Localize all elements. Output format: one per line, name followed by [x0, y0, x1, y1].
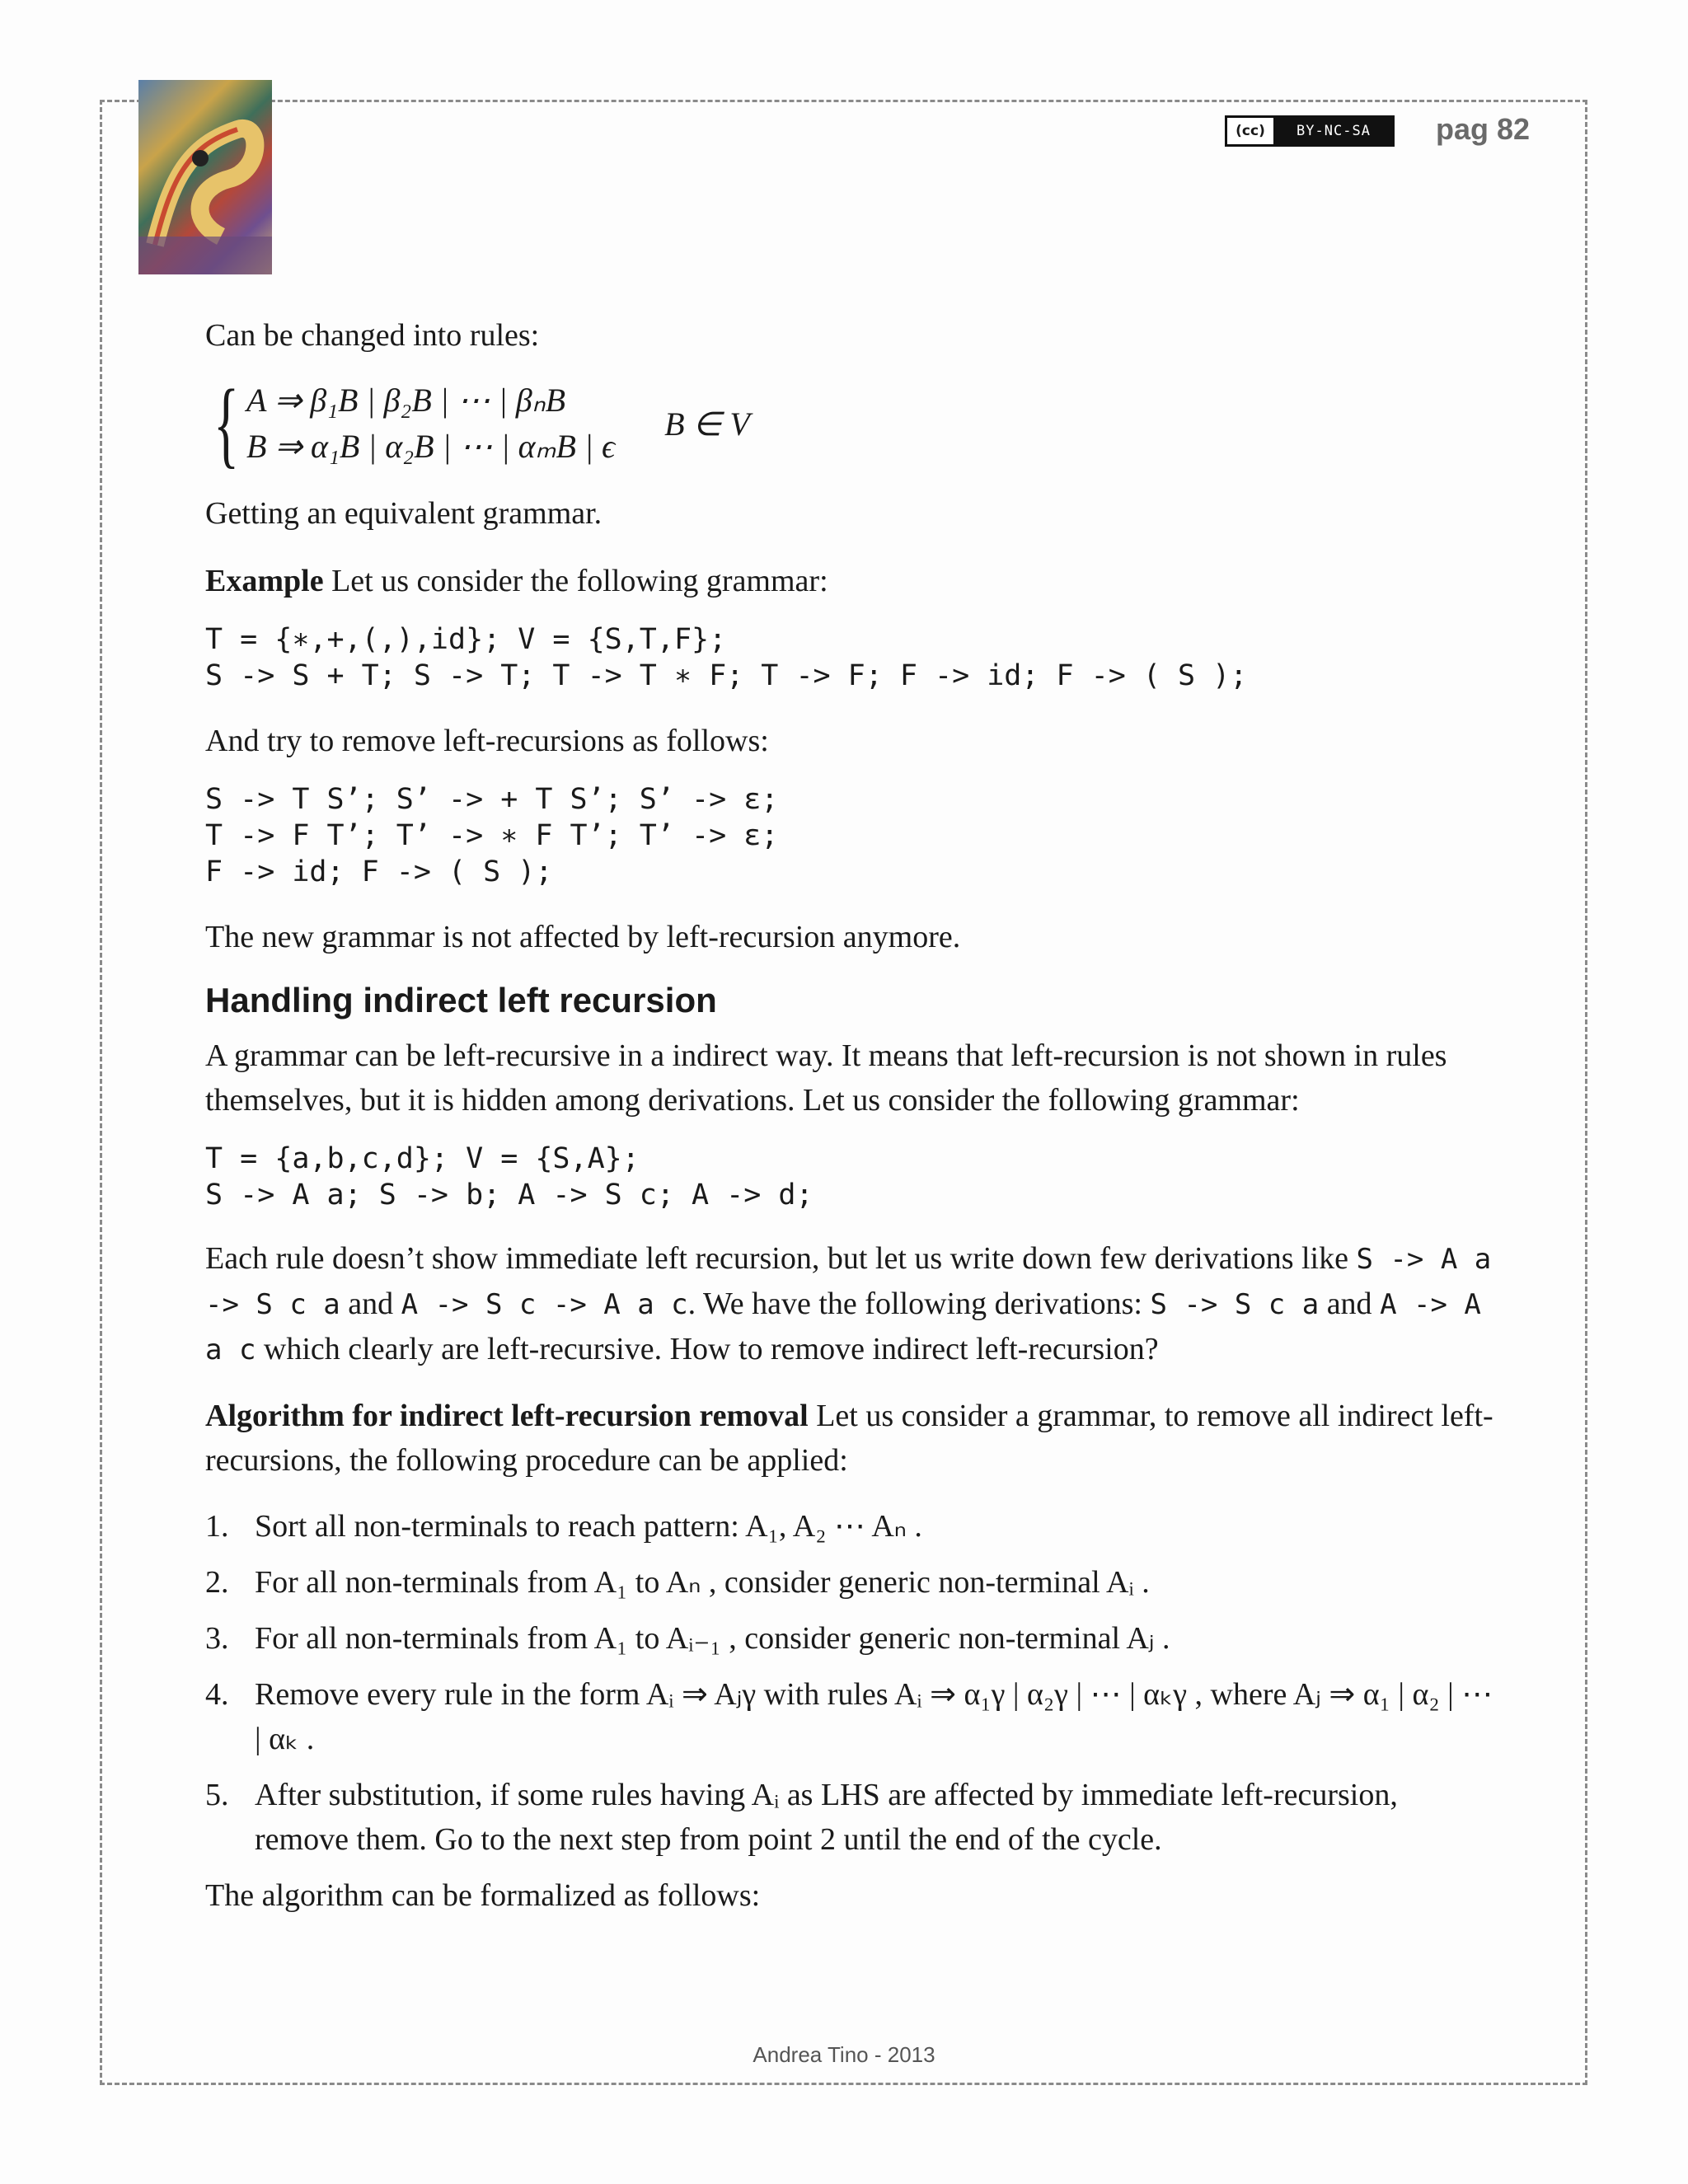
page-content	[205, 313, 1499, 1918]
page-number: pag 82	[1436, 112, 1531, 146]
step-number: 1.	[205, 1509, 229, 1544]
grammar-line: S -> T S’; S’ -> + T S’; S’ -> ε;	[205, 783, 779, 816]
grammar-line: T = {a,b,c,d}; V = {S,A};	[205, 1142, 640, 1175]
license-label: BY-NC-SA	[1275, 118, 1392, 144]
grammar-line: S -> S + T; S -> T; T -> T ∗ F; T -> F; F -> id; F -> ( S );	[205, 659, 1248, 692]
step-text: For all non-terminals from A₁ to Aᵢ₋₁ , consider generic non-terminal Aⱼ .	[255, 1621, 1170, 1656]
derivations-text: which clearly are left-recursive. How to remove indirect left-recursion?	[256, 1332, 1159, 1366]
formula-line-2: B ⇒ α₁B | α₂B | ⋯ | αₘB | ϵ	[246, 428, 616, 465]
algorithm-paragraph	[205, 1394, 1499, 1483]
formula-side-condition: B ∈ V	[664, 405, 750, 443]
example-text: Let us consider the following grammar:	[323, 564, 828, 598]
step-text: Remove every rule in the form Aᵢ ⇒ Aⱼγ with rules Aᵢ ⇒ α₁γ | α₂γ | ⋯ | αₖγ , where Aⱼ ⇒ α₁ | α₂ | ⋯ | αₖ .	[255, 1677, 1493, 1756]
step-number: 3.	[205, 1621, 229, 1656]
derivations-text: and	[340, 1286, 401, 1321]
derivations-text: . We have the following derivations:	[687, 1286, 1151, 1321]
derivations-text: Each rule doesn’t show immediate left recursion, but let us write down few derivations like	[205, 1241, 1357, 1276]
page-footer: Andrea Tino - 2013	[753, 2042, 935, 2067]
derivation-code: S -> A a -> S c a	[205, 1243, 1492, 1321]
algorithm-label: Algorithm for indirect left-recursion removal	[205, 1399, 809, 1433]
list-item	[205, 1773, 1499, 1862]
derivation-code: S -> S c a	[1150, 1288, 1320, 1321]
algorithm-steps	[205, 1504, 1499, 1862]
formula-line-1: A ⇒ β₁B | β₂B | ⋯ | βₙB	[246, 382, 566, 419]
remove-text: And try to remove left-recursions as follows:	[205, 724, 769, 758]
grammar-block-2	[205, 781, 1499, 890]
list-item	[205, 1504, 1499, 1549]
list-item	[205, 1616, 1499, 1661]
cover-thumbnail-image	[138, 80, 272, 274]
grammar-line: F -> id; F -> ( S );	[205, 855, 553, 888]
license-badge	[1225, 115, 1395, 147]
algorithm-text: Let us consider a grammar, to remove all indirect left-recursions, the following procedure can be applied:	[205, 1399, 1493, 1478]
formalized-text: The algorithm can be formalized as follows:	[205, 1878, 761, 1913]
derivation-code: A -> A a c	[205, 1288, 1481, 1366]
derivations-text: and	[1319, 1286, 1381, 1321]
indirect-paragraph: A grammar can be left-recursive in a indirect way. It means that left-recursion is not shown in rules themselves, but it is hidden among derivations. Let us consider the following grammar:	[205, 1038, 1447, 1118]
derivations-paragraph	[205, 1236, 1499, 1372]
grammar-line: T -> F T’; T’ -> ∗ F T’; T’ -> ε;	[205, 819, 779, 852]
grammar-line: S -> A a; S -> b; A -> S c; A -> d;	[205, 1179, 814, 1212]
cc-icon: (cc)	[1227, 118, 1275, 144]
intro-text: Can be changed into rules:	[205, 318, 540, 353]
step-text: For all non-terminals from A₁ to Aₙ , consider generic non-terminal Aᵢ .	[255, 1565, 1150, 1600]
grammar-line: T = {∗,+,(,),id}; V = {S,T,F};	[205, 623, 727, 656]
list-item	[205, 1560, 1499, 1605]
grammar-block-1	[205, 621, 1499, 694]
section-title: Handling indirect left recursion	[205, 981, 717, 1019]
example-paragraph	[205, 559, 1499, 603]
step-text: After substitution, if some rules having Aᵢ as LHS are affected by immediate left-recursion, remove them. Go to the next step from point 2 until the end of the cycle.	[255, 1778, 1398, 1857]
step-number: 4.	[205, 1677, 229, 1712]
step-number: 2.	[205, 1565, 229, 1600]
example-label: Example	[205, 564, 324, 598]
equivalent-text: Getting an equivalent grammar.	[205, 496, 603, 531]
grammar-block-3	[205, 1141, 1499, 1213]
derivation-code: A -> S c -> A a c	[401, 1288, 688, 1321]
list-item	[205, 1672, 1499, 1761]
step-text: Sort all non-terminals to reach pattern: A₁, A₂ ⋯ Aₙ .	[255, 1509, 922, 1544]
new-grammar-text: The new grammar is not affected by left-recursion anymore.	[205, 920, 961, 954]
rule-formula	[213, 369, 1499, 477]
step-number: 5.	[205, 1778, 229, 1812]
left-brace: {	[213, 369, 240, 477]
